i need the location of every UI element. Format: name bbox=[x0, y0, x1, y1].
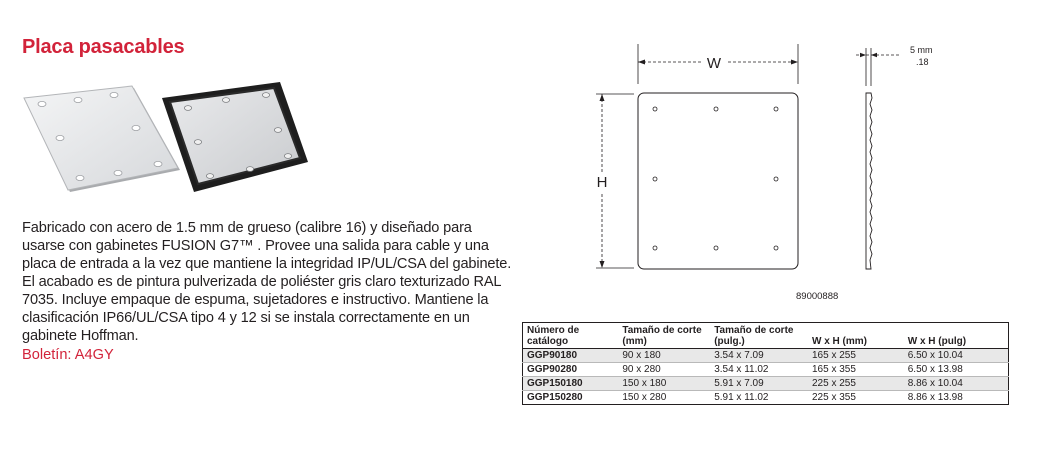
product-photo bbox=[22, 78, 312, 210]
h-arrow-bottom bbox=[600, 261, 605, 268]
cell-cut-in: 5.91 x 11.02 bbox=[714, 392, 769, 403]
front-plate bbox=[24, 86, 180, 192]
plate-outline bbox=[638, 93, 798, 269]
drawing-number: 89000888 bbox=[796, 291, 839, 302]
technical-drawing bbox=[580, 38, 960, 314]
cell-wh-mm: 225 x 355 bbox=[811, 392, 856, 403]
table-row bbox=[523, 377, 1009, 391]
col-header-wh-mm: W x H (mm) bbox=[808, 323, 904, 349]
cell-wh-mm: 225 x 255 bbox=[808, 377, 904, 391]
col-header-cut-in: Tamaño de corte (pulg.) bbox=[710, 323, 808, 349]
table-row bbox=[523, 349, 1009, 363]
product-description: Fabricado con acero de 1.5 mm de grueso (calibre 16) y diseñado para usarse con gabinetes FUSION G7™ . Provee una salida para cable y una placa de entrada a la vez que mantiene la integridad IP/UL/CSA del gabinete. El acabado es de pintura pulverizada de poliéster gris claro texturizado RAL 7035. Incluye empaque de espuma, sujetadores e instructivo. Mantiene la clasificación IP66/UL/CSA tipo 4 y 12 si se instala correctamente en un gabinete Hoffman. bbox=[22, 220, 512, 344]
table-row bbox=[523, 391, 1009, 405]
cell-cut-mm: 150 x 280 bbox=[622, 392, 667, 403]
back-plate-with-gasket bbox=[162, 82, 308, 192]
cell-wh-mm: 165 x 355 bbox=[808, 363, 904, 377]
col-header-cut-mm: Tamaño de corte (mm) bbox=[618, 323, 710, 349]
cell-wh-in: 6.50 x 13.98 bbox=[904, 363, 1009, 377]
h-arrow-top bbox=[600, 94, 605, 101]
col-header-catalog: Número de catálogo bbox=[523, 323, 619, 349]
thickness-arrow-right bbox=[871, 53, 877, 57]
spec-table bbox=[522, 322, 1009, 405]
w-arrow-left bbox=[638, 60, 645, 65]
thickness-in-label: .18 bbox=[916, 57, 929, 67]
cell-wh-in: 8.86 x 13.98 bbox=[907, 392, 963, 403]
thickness-arrow-left bbox=[860, 53, 866, 57]
table-row bbox=[523, 363, 1009, 377]
cell-cut-in: 5.91 x 7.09 bbox=[710, 377, 808, 391]
col-header-wh-in: W x H (pulg) bbox=[904, 323, 1009, 349]
cell-cut-in: 3.54 x 7.09 bbox=[710, 349, 808, 363]
width-label: W bbox=[706, 55, 722, 72]
cell-cut-mm: 90 x 180 bbox=[618, 349, 710, 363]
catalog-number[interactable]: GGP150280 bbox=[527, 392, 583, 403]
catalog-number[interactable]: GGP90280 bbox=[523, 363, 619, 377]
side-profile bbox=[866, 93, 872, 269]
height-label: H bbox=[596, 174, 608, 191]
cell-cut-in: 3.54 x 11.02 bbox=[710, 363, 808, 377]
w-arrow-right bbox=[791, 60, 798, 65]
plate-holes bbox=[653, 107, 778, 250]
bulletin-link[interactable]: Boletín: A4GY bbox=[22, 347, 114, 363]
cell-cut-mm: 150 x 180 bbox=[618, 377, 710, 391]
table-header-row bbox=[523, 323, 1009, 349]
cell-wh-in: 8.86 x 10.04 bbox=[904, 377, 1009, 391]
page-title: Placa pasacables bbox=[22, 36, 185, 58]
thickness-mm-label: 5 mm bbox=[910, 45, 933, 55]
catalog-number[interactable]: GGP150180 bbox=[523, 377, 619, 391]
catalog-number[interactable]: GGP90180 bbox=[523, 349, 619, 363]
cell-cut-mm: 90 x 280 bbox=[618, 363, 710, 377]
cell-wh-in: 6.50 x 10.04 bbox=[904, 349, 1009, 363]
cell-wh-mm: 165 x 255 bbox=[808, 349, 904, 363]
